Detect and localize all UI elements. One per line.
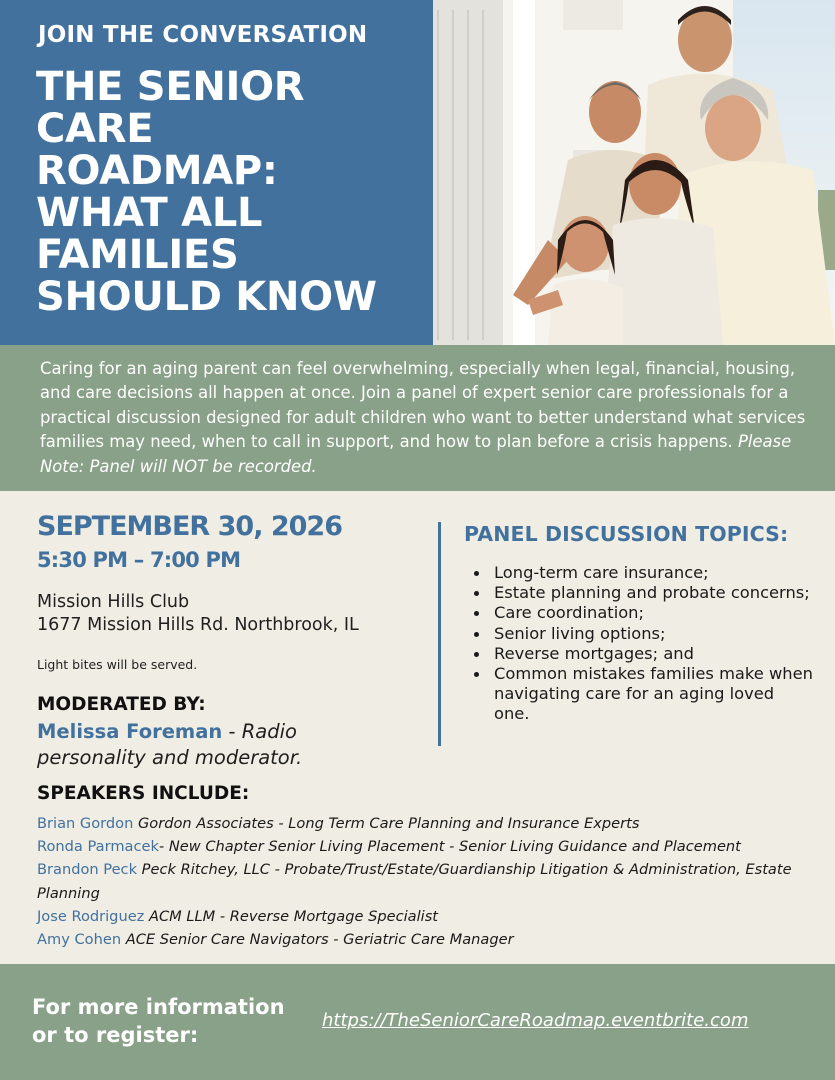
event-title (36, 66, 426, 318)
speaker-name: Brian Gordon (37, 815, 134, 832)
moderator-role: Radio personality and moderator. (37, 720, 303, 769)
moderator-block (37, 719, 357, 771)
speaker-row (37, 835, 817, 858)
speaker-description: ACM LLM - Reverse Mortgage Specialist (148, 907, 439, 925)
speaker-name: Jose Rodriguez (37, 907, 145, 925)
topic-item: Long-term care insurance; (494, 563, 814, 583)
title-line: ROADMAP: (36, 148, 278, 194)
venue-name: Mission Hills Club (37, 592, 190, 612)
family-photo (433, 0, 835, 345)
moderator-separator: - (222, 720, 242, 743)
footer-heading: For more information or to register: (32, 995, 285, 1047)
title-line: FAMILIES (36, 232, 239, 278)
title-line: WHAT ALL (36, 190, 263, 236)
speaker-description: New Chapter Senior Living Placement - Senior Living Guidance and Placement (168, 838, 741, 856)
topics-list (494, 563, 814, 725)
speaker-row (37, 858, 817, 904)
food-note: Light bites will be served. (37, 657, 198, 672)
topic-item: Common mistakes families make when navigating care for an aging loved one. (494, 664, 813, 724)
topics-heading: PANEL DISCUSSION TOPICS: (464, 522, 789, 546)
speaker-row (37, 812, 817, 835)
venue-address: 1677 Mission Hills Rd. Northbrook, IL (37, 615, 359, 635)
register-link[interactable]: https://TheSeniorCareRoadmap.eventbrite.com (322, 1010, 749, 1031)
speaker-description: Gordon Associates - Long Term Care Planning and Insurance Experts (137, 815, 640, 832)
speaker-name: Ronda Parmacek (37, 838, 159, 856)
speaker-description: Peck Ritchey, LLC - Probate/Trust/Estate/Guardianship Litigation & Administration, Estate Planning (37, 861, 792, 902)
speaker-description: ACE Senior Care Navigators - Geriatric Care Manager (125, 931, 514, 949)
title-line: SHOULD KNOW (36, 274, 377, 320)
event-time: 5:30 PM – 7:00 PM (37, 548, 241, 572)
column-divider (438, 522, 441, 746)
intro-paragraph (40, 357, 820, 479)
kicker-heading: JOIN THE CONVERSATION (38, 22, 368, 48)
intro-text: Caring for an aging parent can feel overwhelming, especially when legal, financial, housing, and care decisions all happen at once. Join a panel of expert senior care professionals for a practical discussion designed for adult children who want to better understand what services families may need, when to call in support, and how to plan before a crisis happens. (40, 359, 806, 452)
speaker-row (37, 928, 817, 951)
recording-note: Please Note: Panel will NOT be recorded. (40, 432, 792, 476)
topic-item: Senior living options; (494, 624, 814, 644)
moderator-name: Melissa Foreman (37, 720, 223, 743)
moderator-heading: MODERATED BY: (37, 694, 206, 715)
speakers-heading: SPEAKERS INCLUDE: (37, 783, 250, 804)
speaker-name: Brandon Peck (37, 861, 138, 879)
title-line: CARE (36, 106, 154, 152)
event-date: SEPTEMBER 30, 2026 (37, 511, 342, 542)
topic-item: Care coordination; (494, 603, 814, 623)
topic-item: Reverse mortgages; and (494, 644, 814, 664)
topic-item: Estate planning and probate concerns; (494, 583, 814, 603)
speakers-list (37, 812, 817, 951)
speaker-row (37, 905, 817, 928)
title-line: THE SENIOR (36, 64, 305, 110)
speaker-name: Amy Cohen (37, 931, 122, 949)
speaker-separator: - (158, 838, 165, 856)
